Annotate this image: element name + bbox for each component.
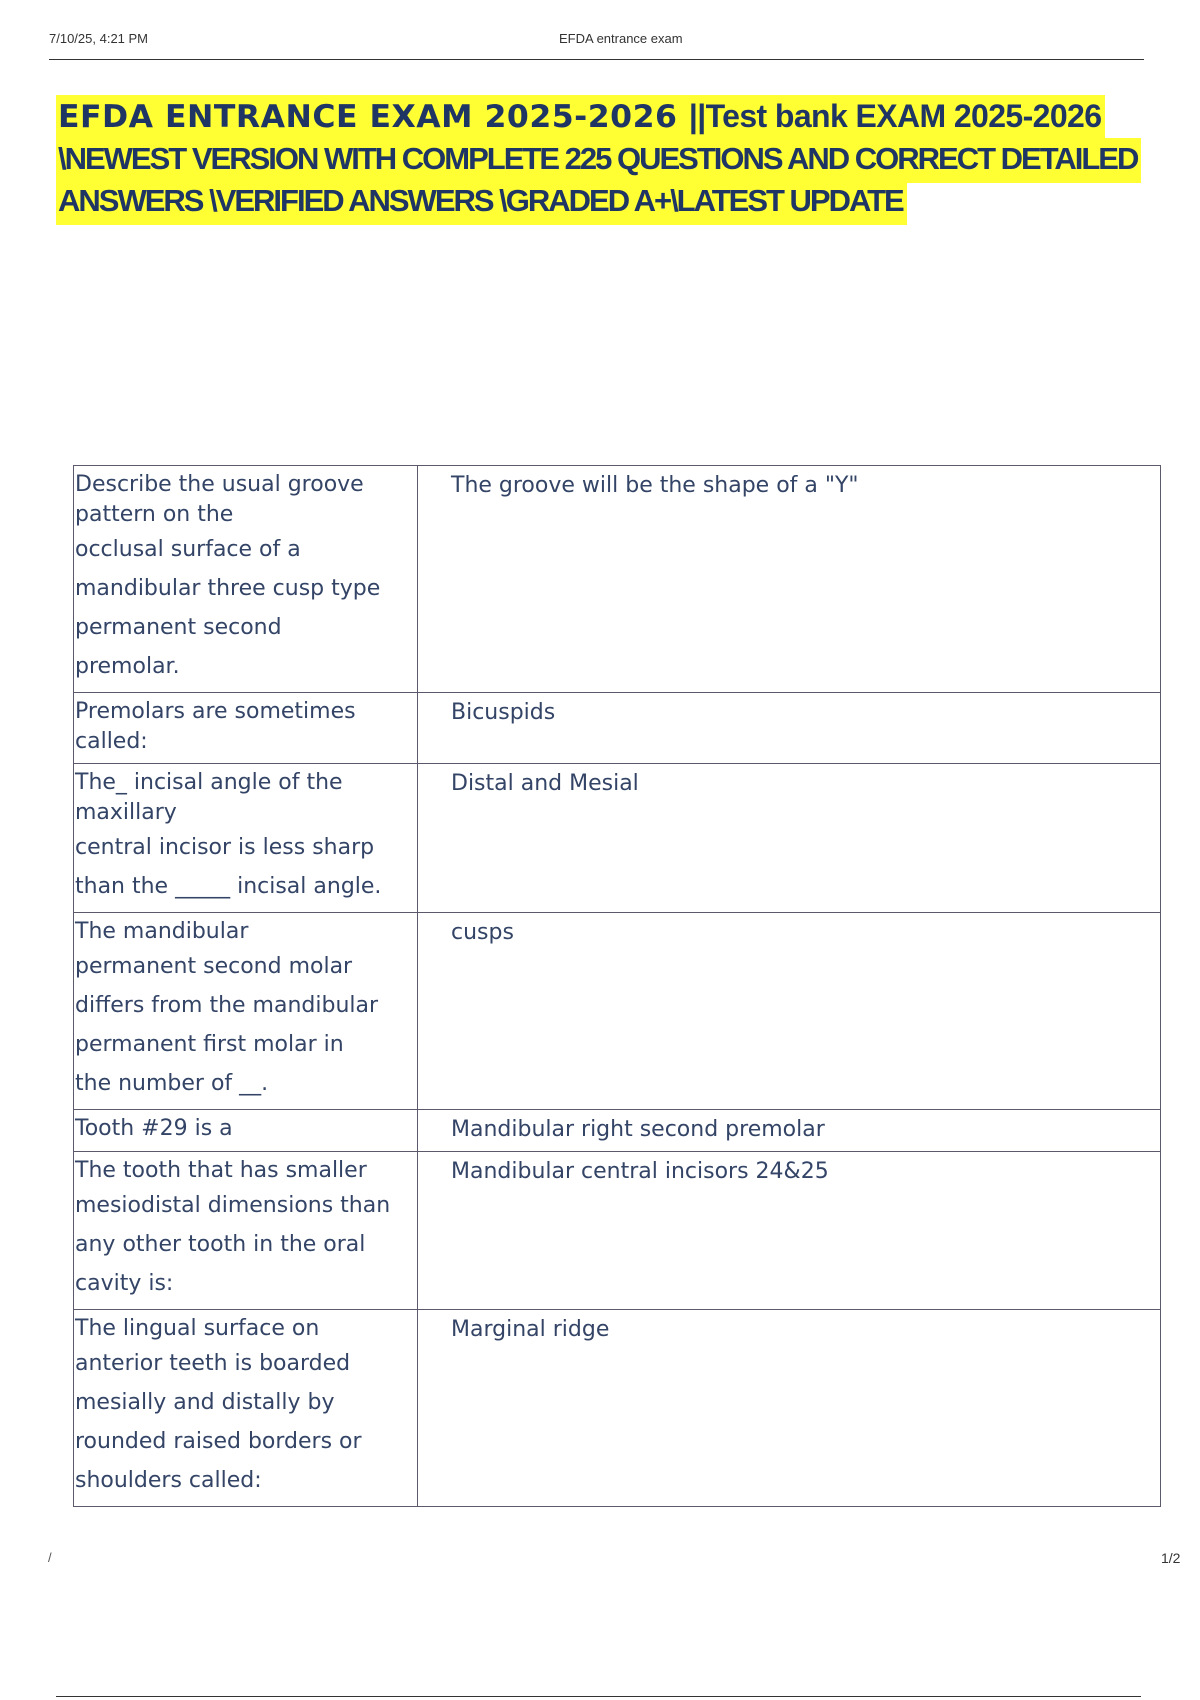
bottom-rule xyxy=(56,1696,1141,1697)
question-line: permanent first molar in xyxy=(75,1032,344,1057)
answer-cell: Distal and Mesial xyxy=(418,764,1161,913)
question-line: differs from the mandibular xyxy=(75,993,379,1018)
header-datetime: 7/10/25, 4:21 PM xyxy=(49,31,149,46)
answer-cell: Bicuspids xyxy=(418,693,1161,764)
title-line-3: ANSWERS \VERIFIED ANSWERS \GRADED A+\LATEST UPDATE xyxy=(56,180,907,225)
question-line: permanent second molar xyxy=(75,954,353,979)
question-cell xyxy=(74,1310,418,1507)
page-header xyxy=(49,29,1144,60)
question-cell xyxy=(74,693,418,764)
table-row xyxy=(74,1110,1161,1152)
qa-table xyxy=(73,465,1161,1507)
question-line: occlusal surface of a xyxy=(75,537,301,562)
document-title xyxy=(56,95,1196,225)
question-line: premolar. xyxy=(75,654,180,679)
answer-cell: Mandibular right second premolar xyxy=(418,1110,1161,1152)
question-line: rounded raised borders or xyxy=(75,1429,362,1454)
table-row xyxy=(74,913,1161,1110)
question-line: any other tooth in the oral xyxy=(75,1232,366,1257)
question-cell xyxy=(74,466,418,693)
question-line: The lingual surface on xyxy=(75,1316,320,1341)
question-line: anterior teeth is boarded xyxy=(75,1351,351,1376)
question-line: cavity is: xyxy=(75,1271,174,1296)
question-line: mesiodistal dimensions than xyxy=(75,1193,391,1218)
title-line-1-part-b: ||Test bank EXAM 2025-2026 xyxy=(688,98,1102,134)
question-line: The tooth that has smaller xyxy=(75,1158,367,1183)
question-cell xyxy=(74,913,418,1110)
title-line-1-part-a: EFDA ENTRANCE EXAM 2025-2026 xyxy=(58,99,689,135)
title-line-2: \NEWEST VERSION WITH COMPLETE 225 QUESTIONS AND CORRECT DETAILED xyxy=(56,138,1141,183)
question-line: The mandibular xyxy=(75,919,249,944)
question-line: central incisor is less sharp xyxy=(75,835,375,860)
table-row xyxy=(74,764,1161,913)
answer-cell: Marginal ridge xyxy=(418,1310,1161,1507)
footer-left-mark: / xyxy=(48,1550,52,1565)
question-line: than the _____ incisal angle. xyxy=(75,874,382,899)
title-line-1 xyxy=(56,95,1105,141)
question-line: permanent second xyxy=(75,615,282,640)
question-line: mesially and distally by xyxy=(75,1390,335,1415)
question-cell xyxy=(74,1110,418,1152)
footer-page-number: 1/2 xyxy=(1161,1550,1181,1566)
table-row xyxy=(74,693,1161,764)
question-cell xyxy=(74,764,418,913)
answer-cell: cusps xyxy=(418,913,1161,1110)
question-line: The_ incisal angle of the maxillary xyxy=(75,770,343,825)
answer-cell: Mandibular central incisors 24&25 xyxy=(418,1152,1161,1310)
table-row xyxy=(74,466,1161,693)
header-doc-title: EFDA entrance exam xyxy=(559,31,683,46)
table-row xyxy=(74,1310,1161,1507)
question-line: Tooth #29 is a xyxy=(75,1116,233,1141)
question-line: mandibular three cusp type xyxy=(75,576,381,601)
question-line: Premolars are sometimes called: xyxy=(75,699,356,754)
question-line: shoulders called: xyxy=(75,1468,262,1493)
answer-cell: The groove will be the shape of a "Y" xyxy=(418,466,1161,693)
question-line: Describe the usual groove pattern on the xyxy=(75,472,364,527)
table-row xyxy=(74,1152,1161,1310)
question-line: the number of __. xyxy=(75,1071,269,1096)
question-cell xyxy=(74,1152,418,1310)
